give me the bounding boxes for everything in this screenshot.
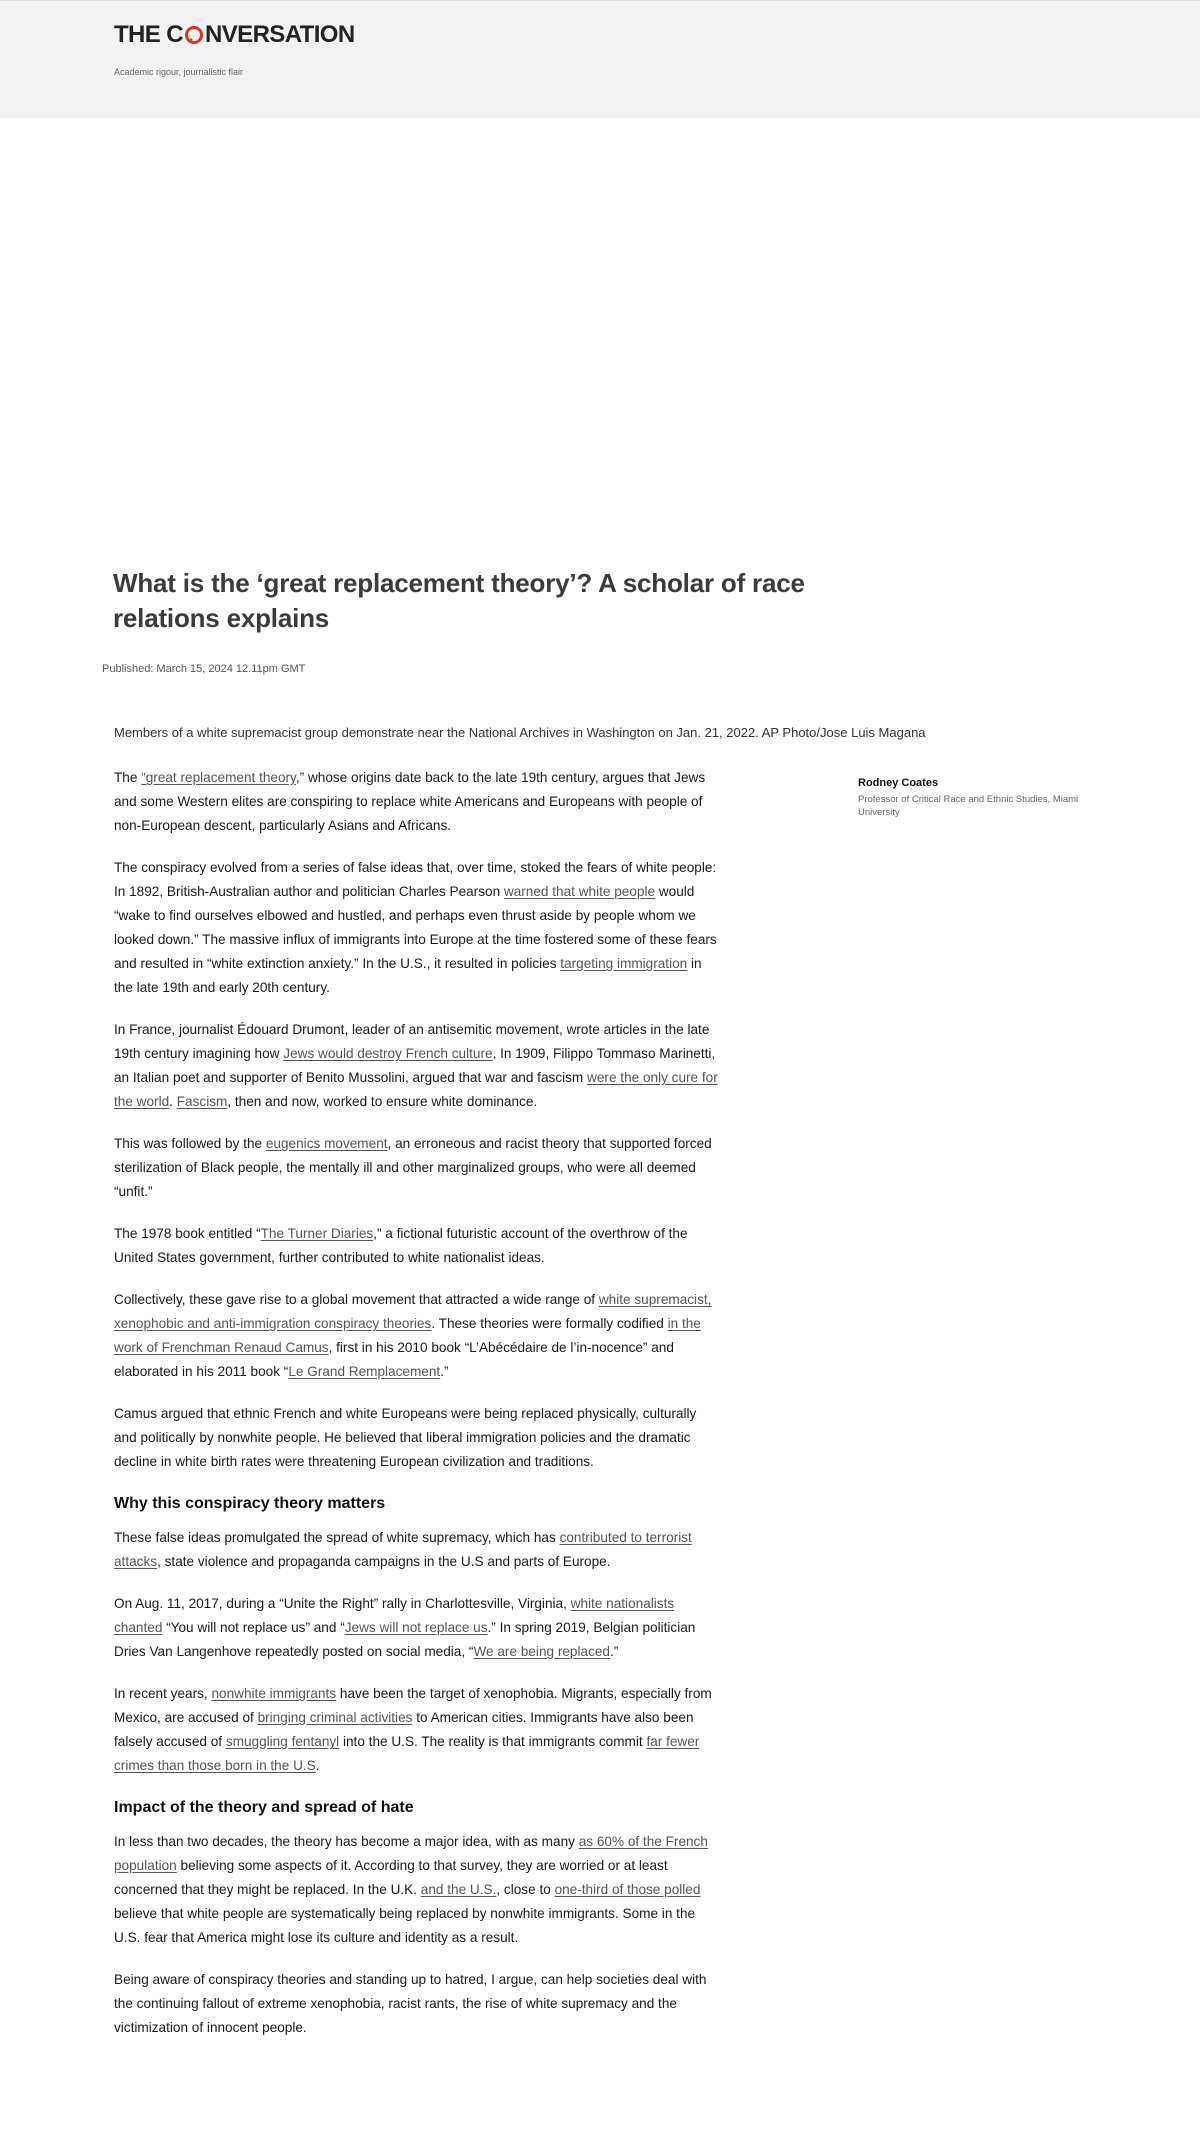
text: .” — [440, 1364, 449, 1379]
published-date: Published: March 15, 2024 12.11pm GMT — [102, 663, 306, 675]
link-turner-diaries[interactable]: The Turner Diaries — [260, 1226, 374, 1241]
image-caption: Members of a white supremacist group demonstrate near the National Archives in Washington on Jan. 21, 2022. AP Photo/Jose Luis Magana — [114, 725, 926, 740]
paragraph-2 — [114, 856, 720, 1000]
paragraph-10 — [114, 1682, 720, 1778]
text: in the late 19th and early 20th century. — [114, 956, 702, 995]
text: .” In spring 2019, Belgian politician Dries Van Langenhove repeatedly posted on social media, “ — [114, 1620, 696, 1659]
link-smuggling-fentanyl[interactable]: smuggling fentanyl — [225, 1734, 340, 1749]
logo-text-end: NVERSATION — [205, 21, 355, 48]
text: In less than two decades, the theory has become a major idea, with as many — [114, 1834, 579, 1849]
text: . These theories were formally codified — [431, 1316, 668, 1331]
link-white-nationalists-chanted[interactable]: white nationalists chanted — [114, 1596, 675, 1635]
site-header — [0, 0, 1200, 119]
text: believe that white people are systematically being replaced by nonwhite immigrants. Some in the U.S. fear that America might lose its culture and identity as a result. — [114, 1906, 696, 1945]
text: The conspiracy evolved from a series of false ideas that, over time, stoked the fears of white people: In 1892, British-Australian author and politician Charles Pearson — [114, 860, 717, 899]
text: On Aug. 11, 2017, during a “Unite the Right” rally in Charlottesville, Virginia, — [114, 1596, 571, 1611]
author-card — [858, 776, 1098, 819]
paragraph-8 — [114, 1526, 720, 1574]
text: , an erroneous and racist theory that supported forced sterilization of Black people, the mentally ill and other marginalized groups, who were all deemed “unfit.” — [114, 1136, 712, 1199]
link-and-the-us[interactable]: and the U.S. — [420, 1882, 497, 1897]
text: , close to — [496, 1882, 555, 1897]
paragraph-4 — [114, 1132, 720, 1204]
text: .” — [609, 1644, 619, 1659]
text: These false ideas promulgated the spread of white supremacy, which has — [114, 1530, 560, 1545]
author-name[interactable]: Rodney Coates — [858, 777, 939, 789]
link-only-cure[interactable]: were the only cure for the world — [114, 1070, 718, 1109]
link-targeting-immigration[interactable]: targeting immigration — [560, 956, 688, 971]
text: into the U.S. The reality is that immigrants commit — [339, 1734, 647, 1749]
text: would “wake to find ourselves elbowed and hustled, and perhaps even thrust aside by people whom we looked down.” The massive influx of immigrants into Europe at the time fostered some of these fears and resulted in “white extinction anxiety.” In the U.S., it resulted in policies — [114, 884, 717, 971]
paragraph-1 — [114, 766, 720, 838]
text: The — [114, 770, 142, 785]
link-nonwhite-immigrants[interactable]: nonwhite immigrants — [211, 1686, 337, 1701]
paragraph-9 — [114, 1592, 720, 1664]
paragraph-6 — [114, 1288, 720, 1384]
link-grand-remplacement[interactable]: Le Grand Remplacement — [288, 1364, 441, 1379]
link-jews-will-not-replace-us[interactable]: Jews will not replace us — [344, 1620, 488, 1635]
text: In recent years, — [114, 1686, 212, 1701]
paragraph-3 — [114, 1018, 720, 1114]
link-terrorist-attacks[interactable]: contributed to terrorist attacks — [114, 1530, 692, 1569]
article-title: What is the ‘great replacement theory’? A scholar of race relations explains — [113, 568, 805, 633]
link-criminal-activities[interactable]: bringing criminal activities — [257, 1710, 413, 1725]
text: ,” a fictional futuristic account of the overthrow of the United States government, further contributed to white nationalist ideas. — [114, 1226, 688, 1265]
text: In France, journalist Édouard Drumont, leader of an antisemitic movement, wrote articles in the late 19th century imagining how — [114, 1022, 710, 1061]
text: , first in his 2010 book “L’Abécédaire de l’in-nocence” and elaborated in his 2011 book “ — [114, 1340, 674, 1379]
text: , state violence and propaganda campaigns in the U.S and parts of Europe. — [157, 1554, 611, 1569]
link-fascism[interactable]: Fascism — [176, 1094, 228, 1109]
text: “You will not replace us” and “ — [162, 1620, 345, 1635]
paragraph-5 — [114, 1222, 720, 1270]
hero-image-area — [0, 118, 1200, 548]
text: Being aware of conspiracy theories and standing up to hatred, I argue, can help societies deal with the continuing fallout of extreme xenophobia, racist rants, the rise of white supremacy and the victimization of innocent people. — [114, 1972, 707, 2035]
section-heading-impact: Impact of the theory and spread of hate — [114, 1799, 414, 1816]
section-heading-why-matters: Why this conspiracy theory matters — [114, 1495, 386, 1512]
text: , then and now, worked to ensure white dominance. — [227, 1094, 538, 1109]
text: The 1978 book entitled “ — [114, 1226, 261, 1241]
text: Collectively, these gave rise to a global movement that attracted a wide range of — [114, 1292, 599, 1307]
logo-text-start: THE C — [114, 21, 184, 48]
text: Camus argued that ethnic French and white Europeans were being replaced physically, culturally and politically by nonwhite people. He believed that liberal immigration policies and the dramatic decline in white birth rates were threatening European civilization and traditions. — [114, 1406, 697, 1469]
text: . — [169, 1094, 177, 1109]
link-renaud-camus[interactable]: in the work of Frenchman Renaud Camus — [114, 1316, 701, 1355]
site-tagline: Academic rigour, journalistic flair — [114, 67, 244, 77]
link-eugenics-movement[interactable]: eugenics movement — [265, 1136, 388, 1151]
paragraph-12 — [114, 1968, 720, 2040]
speech-bubble-icon — [184, 25, 204, 45]
link-conspiracy-theories[interactable]: white supremacist, xenophobic and anti-immigration conspiracy theories — [114, 1292, 712, 1331]
article-body — [114, 766, 720, 2058]
text: believing some aspects of it. According to that survey, they are worried or at least concerned that they might be replaced. In the U.K. — [114, 1858, 668, 1897]
text: . — [315, 1758, 320, 1773]
link-warned-white-people[interactable]: warned that white people — [503, 884, 656, 899]
link-we-are-being-replaced[interactable]: We are being replaced — [473, 1644, 610, 1659]
link-jews-destroy-french-culture[interactable]: Jews would destroy French culture — [283, 1046, 493, 1061]
paragraph-7 — [114, 1402, 720, 1474]
link-one-third-polled[interactable]: one-third of those polled — [554, 1882, 701, 1897]
text: to American cities. Immigrants have also been falsely accused of — [114, 1710, 694, 1749]
site-logo[interactable] — [114, 21, 355, 49]
author-role: Professor of Critical Race and Ethnic Studies, Miami University — [858, 794, 1079, 818]
link-60-percent-french[interactable]: as 60% of the French population — [114, 1834, 708, 1873]
text: ,” whose origins date back to the late 19th century, argues that Jews and some Western elites are conspiring to replace white Americans and Europeans with people of non-European descent, particularly Asians and Africans. — [114, 770, 706, 833]
link-great-replacement-theory[interactable]: “great replacement theory — [141, 770, 296, 785]
text: . In 1909, Filippo Tommaso Marinetti, an Italian poet and supporter of Benito Mussolini, argued that war and fascism — [114, 1046, 716, 1085]
paragraph-11 — [114, 1830, 720, 1950]
text: This was followed by the — [114, 1136, 266, 1151]
link-fewer-crimes[interactable]: far fewer crimes than those born in the U.S — [114, 1734, 700, 1773]
text: have been the target of xenophobia. Migrants, especially from Mexico, are accused of — [114, 1686, 712, 1725]
